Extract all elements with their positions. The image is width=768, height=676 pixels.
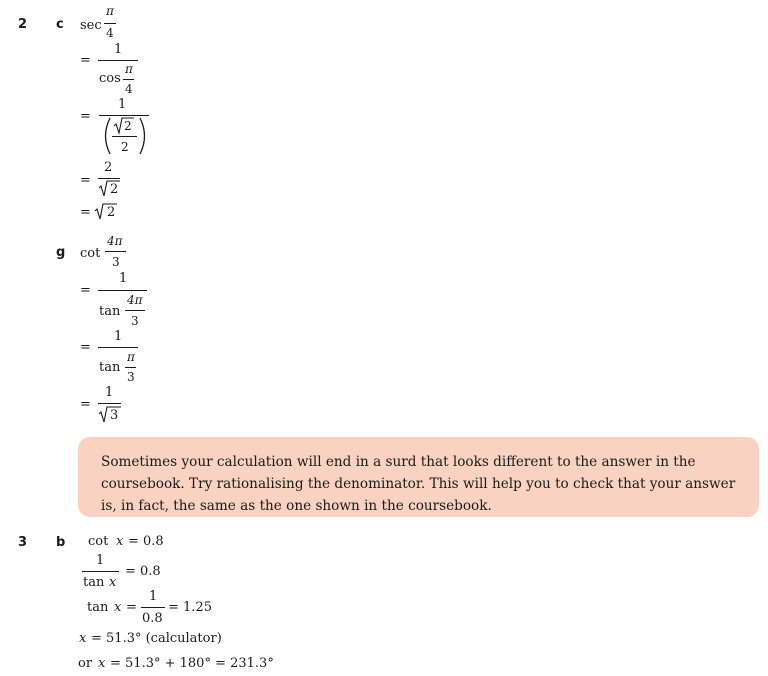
- function-name: cot: [88, 534, 109, 549]
- tip-text: Sometimes your calculation will end in a surd that looks different to the answer in the coursebook. Try rationalising the denominator. This will help you to check that your answer is, in fact, the same as the one shown in the coursebook.: [101, 454, 736, 514]
- fraction-numerator: 1: [118, 97, 127, 112]
- question-number: 3: [18, 535, 28, 550]
- variable-x: x: [98, 656, 106, 671]
- fraction-numerator: 2: [104, 160, 113, 175]
- fraction-numerator: 4π: [127, 293, 143, 307]
- fraction-numerator: π: [106, 4, 114, 18]
- function-name: tan: [99, 360, 121, 375]
- radicand: 2: [124, 119, 132, 133]
- fraction-numerator: 1: [105, 385, 114, 400]
- function-name: cos: [99, 71, 121, 86]
- function-name: tan: [99, 304, 121, 319]
- fraction-denominator: 2: [121, 140, 129, 154]
- equals-sign: =: [80, 340, 91, 355]
- fraction-bar: [112, 136, 137, 137]
- fraction-bar: [125, 367, 136, 368]
- equation-rhs: = 51.3° + 180° = 231.3°: [110, 656, 274, 671]
- function-name: tan: [83, 575, 105, 590]
- part-letter-b: b: [56, 535, 66, 550]
- fraction-numerator: 4π: [107, 234, 123, 248]
- equation-rhs: = 0.8: [125, 564, 161, 579]
- variable-x: x: [114, 600, 122, 615]
- fraction-denominator: 3: [112, 255, 120, 269]
- equals-sign: =: [126, 600, 137, 615]
- fraction-numerator: π: [125, 62, 133, 76]
- fraction-bar: [123, 79, 134, 80]
- variable-x: x: [116, 534, 124, 549]
- radicand: 3: [110, 408, 119, 423]
- part-letter-c: c: [56, 17, 64, 32]
- radicand: 2: [110, 182, 119, 197]
- word-or: or: [78, 656, 93, 671]
- fraction-denominator: 4: [125, 82, 133, 96]
- fraction-denominator: 0.8: [142, 611, 163, 626]
- fraction-bar: [141, 607, 165, 608]
- part-letter-g: g: [56, 245, 66, 260]
- function-name: cot: [80, 246, 101, 261]
- fraction-bar: [98, 403, 121, 404]
- equals-sign: =: [80, 173, 91, 188]
- function-name: sec: [80, 18, 102, 33]
- fraction-bar: [125, 310, 145, 311]
- equation-rhs: = 1.25: [168, 600, 212, 615]
- radicand: 2: [107, 205, 116, 220]
- fraction-bar: [104, 23, 116, 24]
- fraction-numerator: 1: [114, 42, 123, 57]
- left-paren: [106, 118, 111, 154]
- fraction-bar: [98, 60, 138, 61]
- function-name: tan: [87, 600, 109, 615]
- fraction-numerator: 1: [96, 553, 105, 568]
- fraction-denominator: 3: [127, 370, 135, 384]
- fraction-denominator: 3: [131, 314, 139, 328]
- right-paren: [140, 118, 145, 154]
- equals-sign: =: [80, 109, 91, 124]
- fraction-bar: [82, 571, 119, 572]
- variable-x: x: [79, 631, 87, 646]
- question-number: 2: [18, 17, 28, 32]
- equals-sign: =: [80, 283, 91, 298]
- fraction-bar: [105, 251, 126, 252]
- equals-sign: =: [80, 205, 91, 220]
- fraction-numerator: π: [127, 350, 135, 364]
- fraction-numerator: 1: [114, 329, 123, 344]
- variable-x: x: [109, 575, 117, 590]
- fraction-denominator: 4: [106, 26, 114, 40]
- fraction-bar: [98, 178, 120, 179]
- equals-sign: =: [80, 53, 91, 68]
- fraction-bar: [98, 347, 138, 348]
- fraction-bar: [99, 115, 149, 116]
- fraction-numerator: 1: [119, 271, 128, 286]
- equals-sign: =: [80, 397, 91, 412]
- equation-rhs: = 0.8: [128, 534, 164, 549]
- fraction-bar: [98, 290, 147, 291]
- equation-rhs: = 51.3° (calculator): [91, 631, 222, 646]
- fraction-numerator: 1: [149, 589, 158, 604]
